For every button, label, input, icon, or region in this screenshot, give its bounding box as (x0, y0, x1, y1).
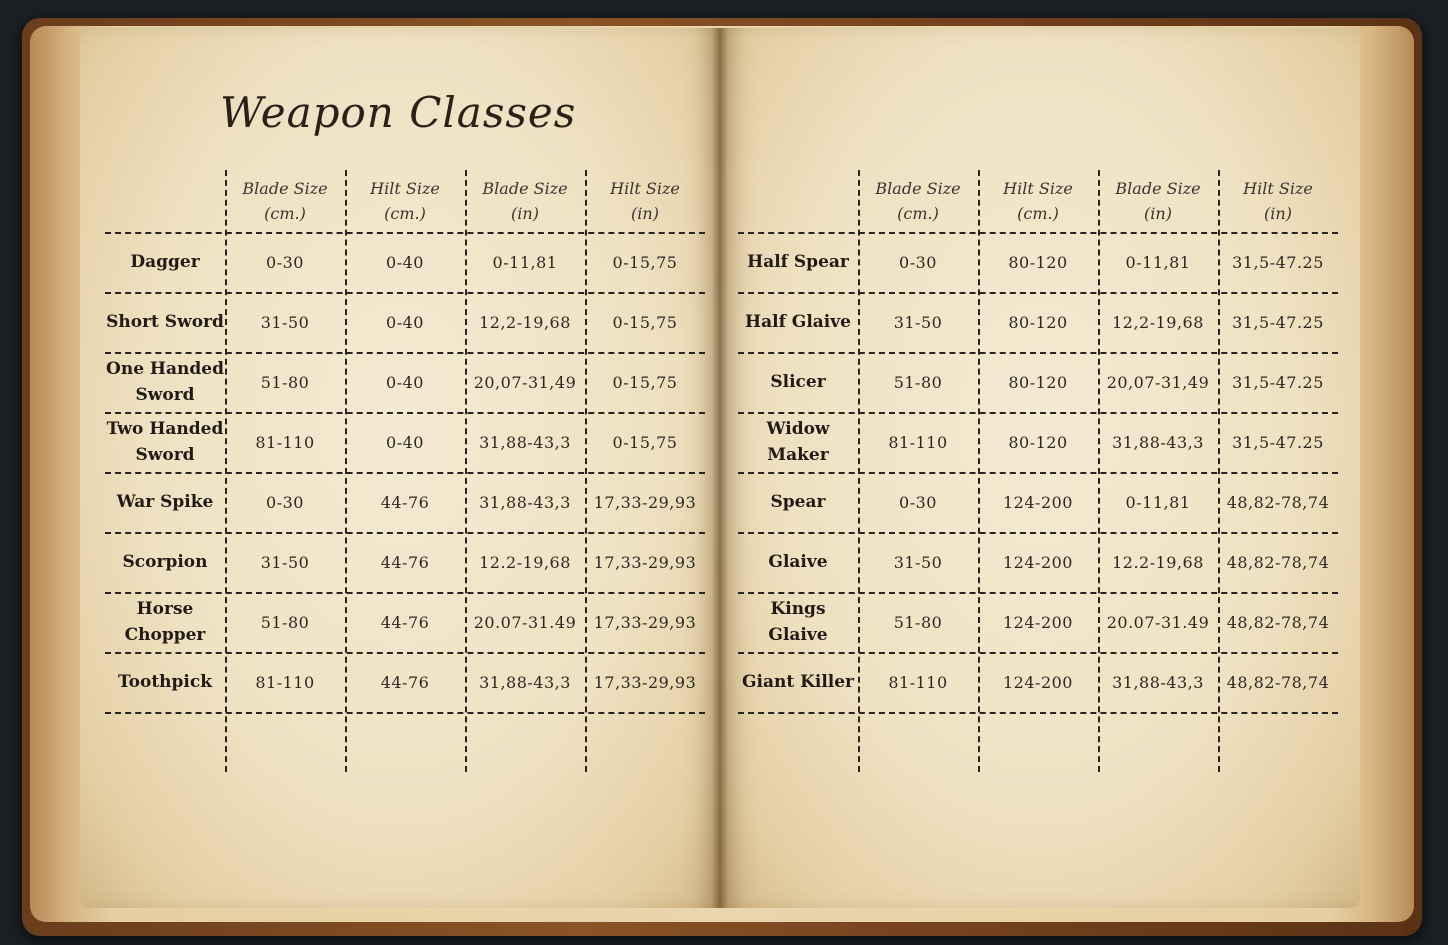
size-value-cell: 17,33-29,93 (593, 612, 697, 632)
size-value-cell: 48,82-78,74 (1226, 612, 1330, 632)
weapon-name-line: Glaive (768, 552, 828, 572)
size-value-cell: 31,5-47.25 (1232, 432, 1324, 452)
size-value-cell: 0-15,75 (612, 312, 678, 332)
weapon-name-line: One Handed (106, 359, 224, 379)
size-value-cell: 12,2-19,68 (479, 312, 571, 332)
weapon-name-line: Toothpick (117, 672, 213, 692)
size-value-cell: 80-120 (1008, 372, 1068, 392)
size-value-cell: 0-40 (386, 252, 424, 272)
weapon-name (738, 532, 858, 592)
column-header-line: Hilt Size (1243, 179, 1313, 198)
weapon-name-line: Spear (770, 492, 826, 512)
weapon-name-line: Dagger (130, 252, 200, 272)
left-column-header (585, 176, 705, 226)
weapon-name-line: Half Glaive (745, 312, 851, 332)
size-value-cell: 0-30 (899, 252, 937, 272)
column-header-line: Blade Size (875, 179, 961, 198)
size-value-cell: 81-110 (255, 672, 315, 692)
right-column-header (1098, 176, 1218, 226)
left-column-header (345, 176, 465, 226)
weapon-name-line: Two Handed (106, 419, 224, 439)
column-header-line: (cm.) (1017, 204, 1059, 223)
size-value-cell: 51-80 (893, 612, 943, 632)
size-value-cell: 17,33-29,93 (593, 492, 697, 512)
size-value-cell: 0-30 (266, 252, 304, 272)
weapon-name-line: Widow (766, 419, 830, 439)
size-value-cell: 51-80 (893, 372, 943, 392)
weapon-name (105, 532, 225, 592)
size-value-cell: 0-40 (386, 432, 424, 452)
size-value-cell: 0-30 (266, 492, 304, 512)
size-value-cell: 17,33-29,93 (593, 552, 697, 572)
column-header-line: Hilt Size (370, 179, 440, 198)
weapon-name (105, 292, 225, 352)
size-value-cell: 31-50 (260, 552, 310, 572)
size-value-cell: 20,07-31,49 (473, 372, 577, 392)
size-value-cell: 124-200 (1003, 612, 1073, 632)
size-value-cell: 31,5-47.25 (1232, 252, 1324, 272)
size-value-cell: 31,5-47.25 (1232, 372, 1324, 392)
size-value-cell: 48,82-78,74 (1226, 552, 1330, 572)
size-value-cell: 124-200 (1003, 552, 1073, 572)
size-value-cell: 80-120 (1008, 432, 1068, 452)
size-value-cell: 81-110 (888, 432, 948, 452)
weapon-name (738, 592, 858, 652)
weapon-name (738, 472, 858, 532)
size-value-cell: 20,07-31,49 (1106, 372, 1210, 392)
weapon-name-line: War Spike (116, 492, 214, 512)
weapon-name-line: Short Sword (106, 312, 224, 332)
size-value-cell: 48,82-78,74 (1226, 492, 1330, 512)
size-value-cell: 124-200 (1003, 492, 1073, 512)
weapon-name (738, 652, 858, 712)
left-column-header (225, 176, 345, 226)
size-value-cell: 81-110 (888, 672, 948, 692)
column-header-line: (in) (1144, 204, 1172, 223)
size-value-cell: 0-40 (386, 372, 424, 392)
size-value-cell: 17,33-29,93 (593, 672, 697, 692)
size-value-cell: 20.07-31.49 (473, 612, 577, 632)
size-value-cell: 31,88-43,3 (1112, 672, 1204, 692)
right-column-header (978, 176, 1098, 226)
size-value-cell: 0-11,81 (492, 252, 558, 272)
book-spine (712, 28, 728, 908)
size-value-cell: 20.07-31.49 (1106, 612, 1210, 632)
size-value-cell: 81-110 (255, 432, 315, 452)
column-header-line: Hilt Size (1003, 179, 1073, 198)
size-value-cell: 0-11,81 (1125, 252, 1191, 272)
weapon-name (738, 352, 858, 412)
page-title: Weapon Classes (220, 88, 577, 137)
size-value-cell: 31,88-43,3 (1112, 432, 1204, 452)
right-column-header (1218, 176, 1338, 226)
column-header-line: Hilt Size (610, 179, 680, 198)
column-header-line: Blade Size (242, 179, 328, 198)
size-value-cell: 80-120 (1008, 252, 1068, 272)
left-row-divider (105, 712, 705, 714)
weapon-name (105, 592, 225, 652)
size-value-cell: 0-11,81 (1125, 492, 1191, 512)
size-value-cell: 31,88-43,3 (479, 672, 571, 692)
size-value-cell: 31-50 (893, 552, 943, 572)
weapon-name (105, 652, 225, 712)
weapon-name (105, 352, 225, 412)
size-value-cell: 0-30 (899, 492, 937, 512)
weapon-name (105, 232, 225, 292)
column-header-line: (cm.) (897, 204, 939, 223)
column-header-line: Blade Size (482, 179, 568, 198)
size-value-cell: 12,2-19,68 (1112, 312, 1204, 332)
weapon-name (738, 232, 858, 292)
weapon-name-line: Horse (136, 599, 194, 619)
right-row-divider (738, 712, 1338, 714)
size-value-cell: 31-50 (893, 312, 943, 332)
size-value-cell: 0-15,75 (612, 432, 678, 452)
weapon-name-line: Half Spear (747, 252, 849, 272)
weapon-name (738, 292, 858, 352)
column-header-line: (in) (1264, 204, 1292, 223)
column-header-line: (cm.) (384, 204, 426, 223)
size-value-cell: 0-40 (386, 312, 424, 332)
size-value-cell: 0-15,75 (612, 372, 678, 392)
size-value-cell: 31-50 (260, 312, 310, 332)
column-header-line: (cm.) (264, 204, 306, 223)
weapon-name-line: Kings Glaive (768, 599, 828, 645)
column-header-line: (in) (511, 204, 539, 223)
weapon-name-line: Chopper (124, 625, 206, 645)
column-header-line: Blade Size (1115, 179, 1201, 198)
size-value-cell: 31,5-47.25 (1232, 312, 1324, 332)
weapon-name (738, 412, 858, 472)
size-value-cell: 44-76 (380, 552, 430, 572)
size-value-cell: 0-15,75 (612, 252, 678, 272)
column-header-line: (in) (631, 204, 659, 223)
weapon-name-line: Slicer (770, 372, 826, 392)
right-column-header (858, 176, 978, 226)
size-value-cell: 124-200 (1003, 672, 1073, 692)
weapon-name-line: Maker (767, 445, 829, 465)
size-value-cell: 51-80 (260, 372, 310, 392)
size-value-cell: 48,82-78,74 (1226, 672, 1330, 692)
size-value-cell: 31,88-43,3 (479, 432, 571, 452)
weapon-name (105, 472, 225, 532)
size-value-cell: 51-80 (260, 612, 310, 632)
left-column-header (465, 176, 585, 226)
weapon-name-line: Sword (135, 445, 195, 465)
size-value-cell: 12.2-19,68 (479, 552, 571, 572)
size-value-cell: 31,88-43,3 (479, 492, 571, 512)
size-value-cell: 12.2-19,68 (1112, 552, 1204, 572)
size-value-cell: 44-76 (380, 672, 430, 692)
size-value-cell: 44-76 (380, 612, 430, 632)
weapon-name-line: Giant Killer (741, 672, 855, 692)
size-value-cell: 80-120 (1008, 312, 1068, 332)
weapon-name-line: Scorpion (122, 552, 208, 572)
weapon-name-line: Sword (135, 385, 195, 405)
size-value-cell: 44-76 (380, 492, 430, 512)
weapon-name (105, 412, 225, 472)
